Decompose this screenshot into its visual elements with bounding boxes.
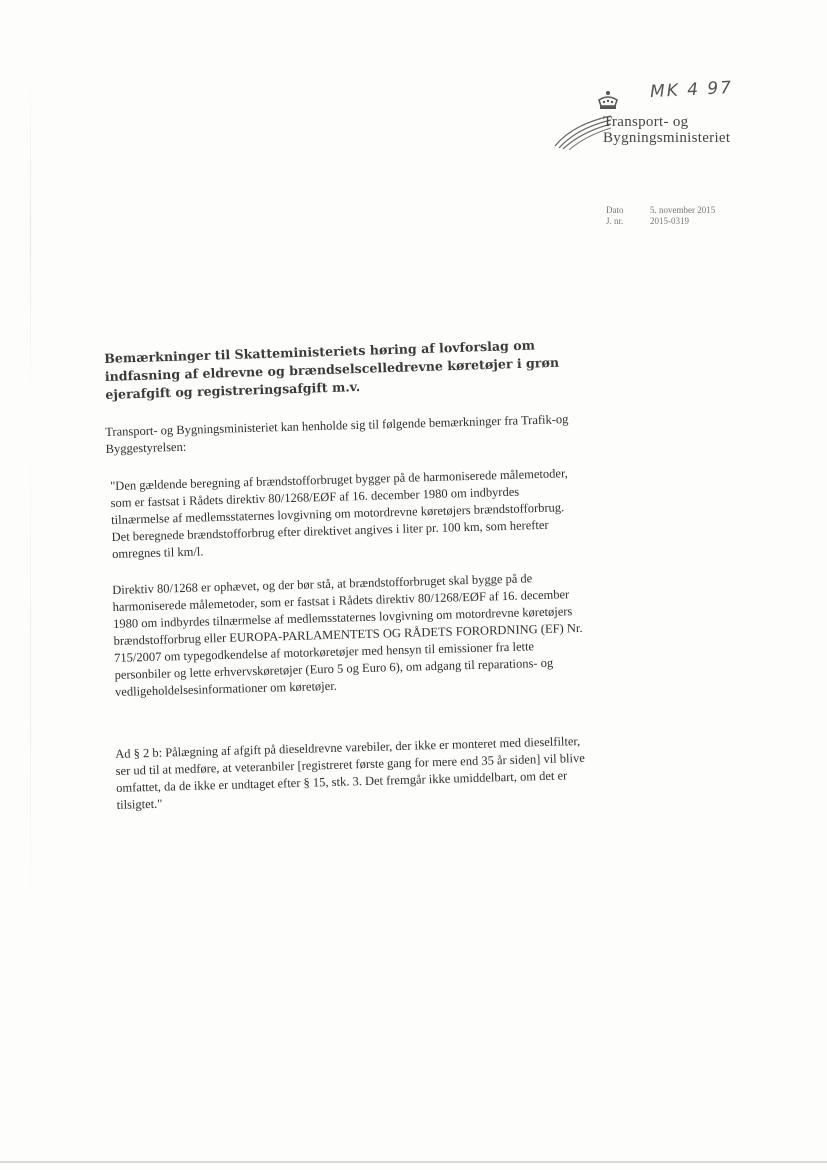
- scan-edge-bottom: [0, 1161, 827, 1163]
- paragraph-section-2b: Ad § 2 b: Pålægning af afgift på dieseldrevne varebiler, der ikke er monteret med dieselfilter, ser ud til at medføre, at veteranbiler [registreret første gang for mere end 35 år siden] vil blive omfattet, da de ikke er undtaget efter § 15, stk. 3. Det fremgår ikke umiddelbart, om det er tilsigtet.": [115, 734, 585, 812]
- paragraph-fuel-calculation: "Den gældende beregning af brændstofforbruget bygger på de harmoniserede målemetoder, som er fastsat i Rådets direktiv 80/1268/EØF af 16. december 1980 om indbyrdes tilnærmelse af medlemsstaternes lovgivning om motordrevne køretøjers brændstofforbrug. Det beregnede brændstofforbrug efter direktivet angives i liter pr. 100 km, som herefter omregnes til km/l.: [110, 466, 568, 561]
- date-label: Dato: [606, 205, 624, 215]
- scan-edge-left: [30, 60, 31, 940]
- paragraph-intro: Transport- og Bygningsministeriet kan henholde sig til følgende bemærkninger fra Trafik-og Byggestyrelsen:: [105, 412, 569, 456]
- ministry-logo: [553, 90, 783, 160]
- reference-value: 2015-0319: [650, 216, 689, 226]
- crown-icon: [595, 90, 621, 112]
- paragraph-directive: Direktiv 80/1268 er ophævet, og der bør stå, at brændstofforbruget skal bygge på de harmoniserede målemetoder, som er fastsat i Rådets direktiv 80/1268/EØF af 16. december 1980 om indbyrdes tilnærmelse af medlemsstaternes lovgivning om motordrevne køretøjers brændstofforbrug eller EUROPA-PARLAMENTETS OG RÅDETS FORORDNING (EF) Nr. 715/2007 om typegodkendelse af motorkøretøjer med hensyn til emissioner fra lette personbiler og lette erhvervskøretøjer (Euro 5 og Euro 6), om adgang til reparations- og vedligeholdelsesinformationer om køretøjer.: [112, 571, 583, 699]
- ministry-name-line2: Bygningsministeriet: [603, 130, 731, 146]
- ministry-name: [603, 114, 730, 146]
- document-heading: Bemærkninger til Skatteministeriets høring af lovforslag om indfasning af eldrevne og brændselscelledrevne køretøjer i grøn ejerafgift og registreringsafgift m.v.: [104, 337, 560, 402]
- reference-label: J. nr.: [606, 216, 624, 226]
- date-value: 5. november 2015: [650, 205, 716, 215]
- handwritten-annotation: MK 4 97: [649, 77, 734, 103]
- ministry-name-line1: Transport- og: [603, 114, 689, 130]
- document-meta: [606, 205, 715, 227]
